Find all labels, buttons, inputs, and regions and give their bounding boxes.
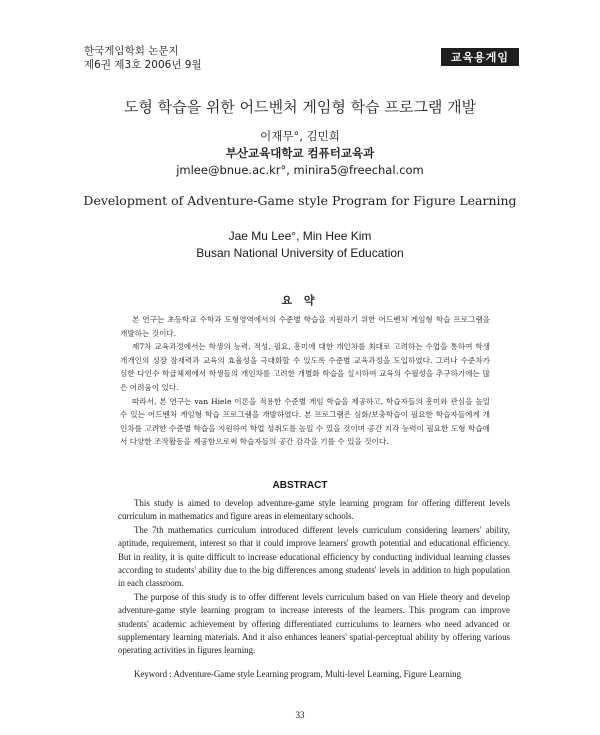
page-number: 33 [295, 710, 305, 720]
abstract-paragraph: The 7th mathematics curriculum introduced different levels curriculum considering learners' ability, aptitude, requirement, interest so that it could improve learners' growth potential and educational efficiency. But in reality, it is quite difficult to increase educational efficiency by conducting individual learning classes according to students' ability due to the big differences among students' levels in addition to high population in each classroom. [118, 524, 510, 589]
abstract-paragraph: This study is aimed to develop adventure-game style learning program for offering different levels curriculum in mathematics and figure areas in elementary schools. [118, 498, 510, 522]
journal-issue: 제6권 제3호 2006년 9월 [84, 59, 202, 71]
category-badge: 교육용게임 [441, 48, 519, 66]
journal-name: 한국게임학회 논문지 [84, 45, 179, 57]
english-abstract [118, 497, 510, 658]
summary-paragraph: 제7차 교육과정에서는 학생의 능력, 적성, 필요, 흥미에 대한 개인차를 최대로 고려하는 수업을 통하여 학생 개개인의 성장 잠재력과 교육의 효율성을 극대화할 수 있도록 수준별 교육과정을 도입하였다. 그러나 수준차가 심한 다인수 학급체제에서 학생들의 개인차를 고려한 개별화 학습을 실시하여 교육의 수월성을 추구하기에는 많은 어려움이 있다. [120, 342, 490, 392]
korean-authors: 이재무°, 김민희 [260, 129, 340, 143]
summary-heading: 요 약 [281, 294, 319, 307]
keywords: Keyword : Adventure-Game style Learning program, Multi-level Learning, Figure Learning [134, 669, 462, 679]
english-authors: Jae Mu Lee°, Min Hee Kim [228, 229, 372, 243]
korean-affiliation: 부산교육대학교 컴퓨터교육과 [225, 146, 375, 160]
summary-paragraph: 따라서, 본 연구는 van Hiele 이론을 적용한 수준별 게임 학습을 제공하고, 학습자들의 흥미와 관심을 높일 수 있는 어드벤처 게임형 학습 프로그램을 개발하였다. 본 프로그램은 심화/보충학습이 필요한 학습자들에게 개인차를 고려한 수준별 학습을 지원하여 학업 성취도를 높일 수 있을 것이며 공간 지각 능력이 필요한 도형 학습에서 다양한 조작활동을 제공함으로써 학습자들의 공간 감각을 기를 수 있을 것이다. [120, 396, 490, 447]
korean-summary [120, 313, 490, 449]
english-author-block [0, 228, 600, 262]
korean-title: 도형 학습을 위한 어드벤처 게임형 학습 프로그램 개발 [123, 98, 477, 116]
abstract-heading: ABSTRACT [272, 480, 328, 491]
journal-header [84, 44, 202, 72]
author-emails: jmlee@bnue.ac.kr°, minira5@freechal.com [176, 163, 424, 177]
english-affiliation: Busan National University of Education [196, 246, 404, 260]
summary-paragraph: 본 연구는 초등학교 수학과 도형영역에서의 수준별 학습을 지원하기 위한 어드벤처 게임형 학습 프로그램을 개발하는 것이다. [120, 315, 490, 338]
korean-author-block [0, 128, 600, 179]
abstract-paragraph: The purpose of this study is to offer different levels curriculum based on van Hiele theory and develop adventure-game style learning program to increase interests of the learners. This program can improve students' academic achievement by offering differentiated curriculums to learners who need advanced or supplementary learning materials. And it also enhances leaners' spatial-perceptual ability by offering various operating activities in figures learning. [118, 591, 510, 656]
english-title: Development of Adventure-Game style Program for Figure Learning [83, 193, 517, 208]
